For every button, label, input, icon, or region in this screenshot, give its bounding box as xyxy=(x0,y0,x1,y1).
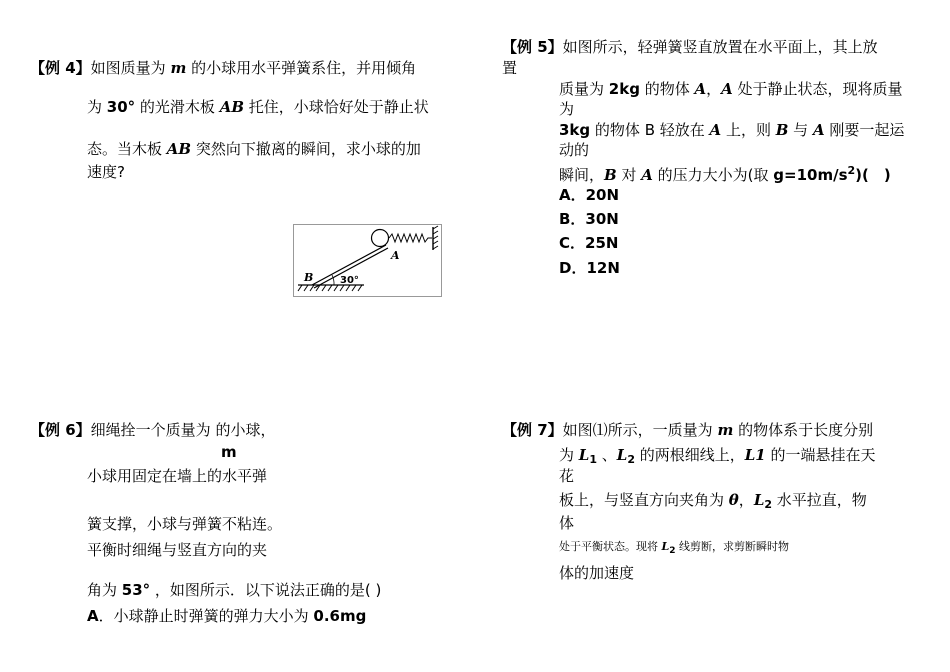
example-7-line-1: 【例 7】如图⑴所示，一质量为 m 的物体系于长度分别 xyxy=(502,421,874,439)
example-4-line-3: 态。当木板 AB 突然向下撤离的瞬间，求小球的加 xyxy=(87,140,421,158)
example-5-option-c: C．25N xyxy=(559,234,619,252)
example-4-tag: 【例 4】 xyxy=(30,59,91,77)
example-5-line-4: 瞬间，B 对 A 的压力大小为(取 $g=10m/s^2$)( ) xyxy=(559,164,891,184)
example-7-line-3-wrap: 体 xyxy=(559,514,575,532)
example-5-option-b: B．30N xyxy=(559,210,619,228)
spring xyxy=(389,234,432,242)
example-7-line-3: 板上，与竖直方向夹角为 θ，$L_2$ 水平拉直，物 xyxy=(559,491,867,511)
angle-arc xyxy=(332,275,334,285)
example-5-line-2-wrap: 为 xyxy=(559,100,575,118)
example-7-line-2: 为 $L_1$ 、$L_2$ 的两根细线上，L1 的一端悬挂在天 xyxy=(559,446,876,466)
example-6-line-4: 平衡时细绳与竖直方向的夹 xyxy=(87,541,268,559)
example-4-line-2: 为 30° 的光滑木板 AB 托住，小球恰好处于静止状 xyxy=(87,98,429,116)
example-6-line-3: 簧支撑，小球与弹簧不粘连。 xyxy=(87,515,283,533)
example-6-tag: 【例 6】 xyxy=(30,421,91,439)
example-7-line-4: 处于平衡状态。现将 $L_2$ 线剪断，求剪断瞬时物 xyxy=(559,540,789,556)
label-b: B xyxy=(304,271,314,284)
label-a: A xyxy=(391,249,400,262)
example-7-line-2-wrap: 花 xyxy=(559,467,575,485)
example-6-option-a: A．小球静止时弹簧的弹力大小为 0.6mg xyxy=(87,607,367,625)
example-6-line-5: 角为 53° ，如图所示．以下说法正确的是( ) xyxy=(87,581,382,599)
example-5-option-d: D．12N xyxy=(559,259,620,277)
incline-diagram xyxy=(294,225,441,296)
ball xyxy=(372,230,389,247)
example-5-line-3: 3kg 的物体 B 轻放在 A 上，则 B 与 A 刚要一起运 xyxy=(559,121,905,139)
example-5-line-1: 【例 5】如图所示，轻弹簧竖直放置在水平面上，其上放 xyxy=(502,38,878,56)
example-7-tag: 【例 7】 xyxy=(502,421,563,439)
example-5-line-1-wrap: 置 xyxy=(502,59,518,77)
example-6-line-2: 小球用固定在墙上的水平弹 xyxy=(87,467,268,485)
example-4-line-1: 【例 4】如图质量为 m 的小球用水平弹簧系住，并用倾角 xyxy=(30,59,417,77)
example-5-line-3-wrap: 动的 xyxy=(559,141,590,159)
example-5-line-2: 质量为 2kg 的物体 A，A 处于静止状态，现将质量 xyxy=(559,80,903,98)
example-5-tag: 【例 5】 xyxy=(502,38,563,56)
wall-hatching xyxy=(433,226,438,249)
example-6-mass-symbol: m xyxy=(221,443,237,461)
example-7-line-5: 体的加速度 xyxy=(559,564,635,582)
example-4-line-4: 速度? xyxy=(87,163,125,181)
example-6-line-1: 【例 6】细绳拴一个质量为 的小球， xyxy=(30,421,276,439)
ball-spring-incline-figure xyxy=(293,224,442,297)
label-angle: 30° xyxy=(340,275,359,286)
example-5-option-a: A．20N xyxy=(559,186,620,204)
